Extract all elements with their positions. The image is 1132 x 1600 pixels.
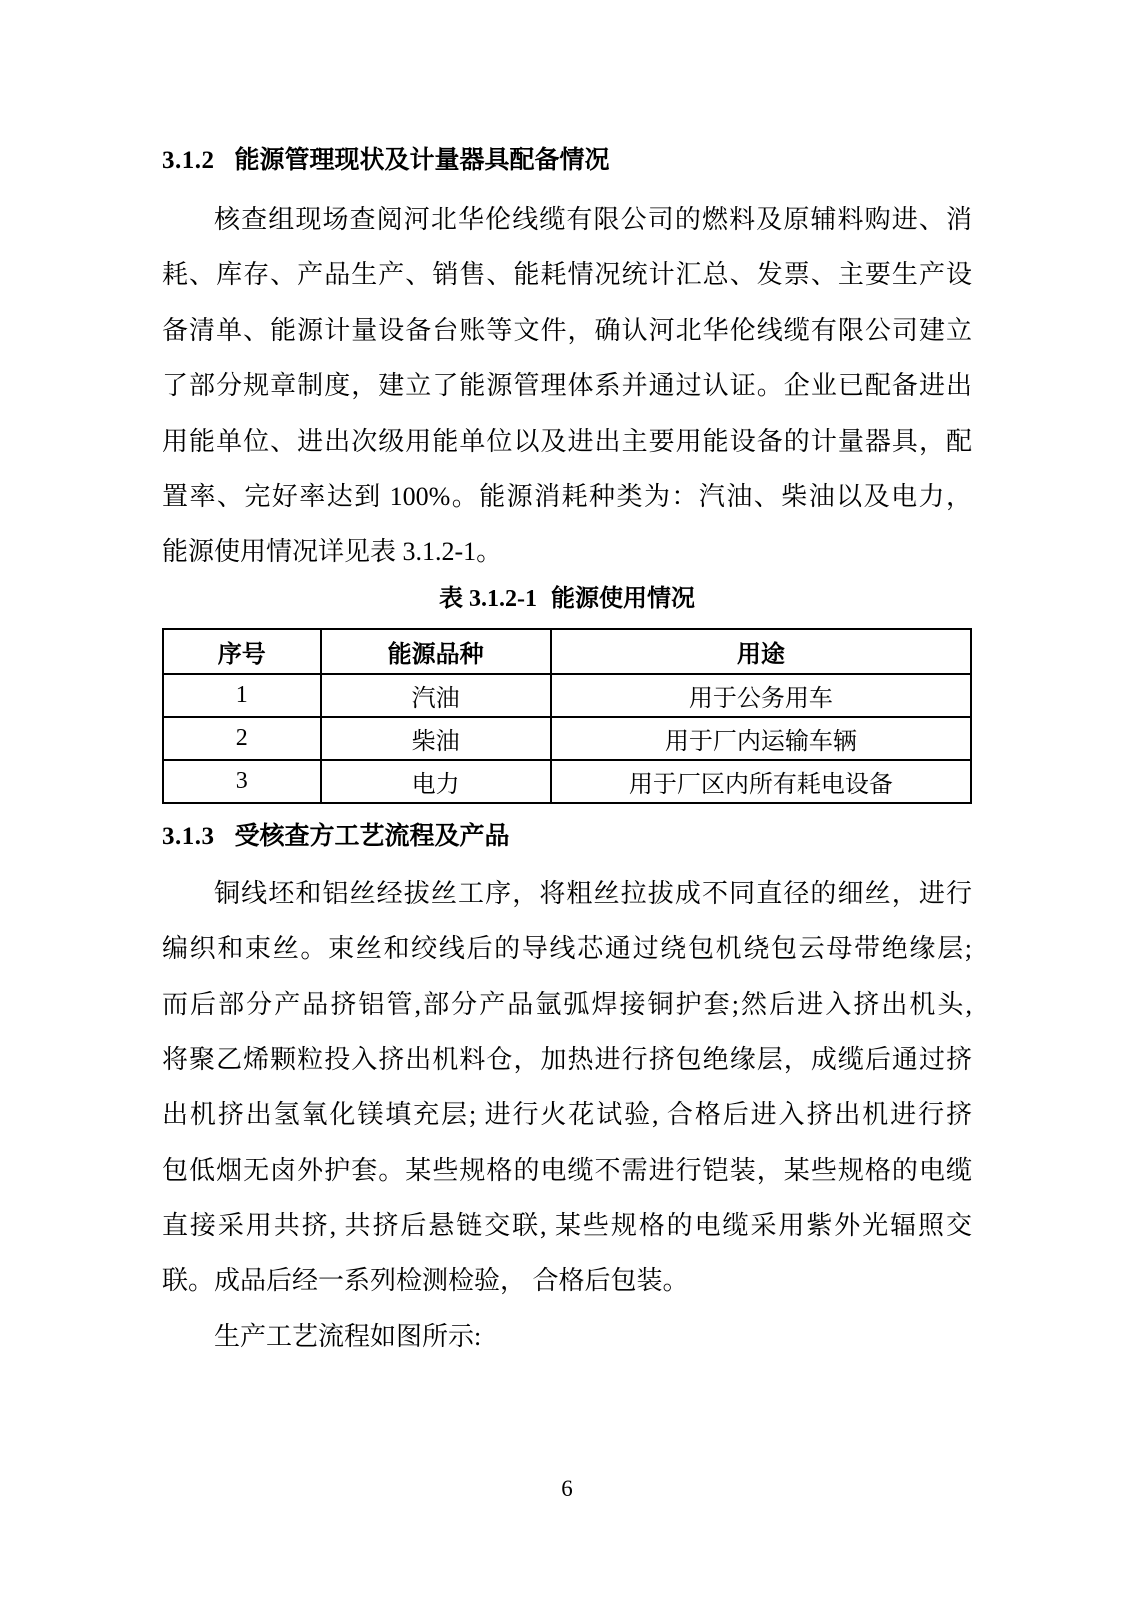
cell-usage: 用于厂区内所有耗电设备 bbox=[551, 760, 971, 803]
paragraph-line: 耗、库存、产品生产、销售、能耗情况统计汇总、发票、主要生产设 bbox=[162, 260, 972, 290]
paragraph-line: 编织和束丝。束丝和绞线后的导线芯通过绕包机绕包云母带绝缘层; bbox=[162, 934, 972, 964]
paragraph-line: 能源使用情况详见表 3.1.2-1。 bbox=[162, 537, 503, 567]
paragraph-energy-management bbox=[162, 192, 972, 580]
paragraph-line: 了部分规章制度，建立了能源管理体系并通过认证。企业已配备进出 bbox=[162, 371, 972, 401]
paragraph-line: 包低烟无卤外护套。某些规格的电缆不需进行铠装，某些规格的电缆 bbox=[162, 1155, 972, 1185]
table-header-use: 用途 bbox=[551, 629, 971, 674]
cell-seq: 3 bbox=[163, 760, 321, 803]
paragraph-line: 而后部分产品挤铝管,部分产品氩弧焊接铜护套;然后进入挤出机头, bbox=[162, 989, 972, 1019]
paragraph-closing-line: 生产工艺流程如图所示: bbox=[214, 1321, 482, 1351]
cell-energy-type: 柴油 bbox=[321, 717, 551, 760]
paragraph-line: 备清单、能源计量设备台账等文件，确认河北华伦线缆有限公司建立 bbox=[162, 315, 972, 345]
paragraph-line: 用能单位、进出次级用能单位以及进出主要用能设备的计量器具，配 bbox=[162, 426, 972, 456]
paragraph-line: 核查组现场查阅河北华伦线缆有限公司的燃料及原辅料购进、消 bbox=[214, 205, 972, 234]
table-row bbox=[163, 717, 971, 760]
paragraph-line: 出机挤出氢氧化镁填充层; 进行火花试验, 合格后进入挤出机进行挤 bbox=[162, 1100, 972, 1130]
document-content bbox=[162, 142, 972, 1502]
energy-use-table bbox=[162, 628, 972, 804]
cell-usage: 用于公务用车 bbox=[551, 674, 971, 717]
section-number: 3.1.3 bbox=[162, 822, 215, 850]
table-row bbox=[163, 674, 971, 717]
table-caption bbox=[162, 582, 972, 616]
paragraph-line: 将聚乙烯颗粒投入挤出机料仓，加热进行挤包绝缘层，成缆后通过挤 bbox=[162, 1044, 972, 1074]
cell-seq: 2 bbox=[163, 717, 321, 760]
table-row bbox=[163, 760, 971, 803]
section-number: 3.1.2 bbox=[162, 147, 215, 174]
paragraph-line: 铜线坯和铝丝经拔丝工序，将粗丝拉拔成不同直径的细丝，进行 bbox=[214, 878, 972, 908]
section-title: 能源管理现状及计量器具配备情况 bbox=[234, 147, 610, 174]
section-heading-3-1-2 bbox=[162, 142, 972, 180]
section-title: 受核查方工艺流程及产品 bbox=[234, 822, 510, 850]
table-header-seq: 序号 bbox=[163, 629, 321, 674]
page-number: 6 bbox=[561, 1476, 573, 1502]
cell-energy-type: 汽油 bbox=[321, 674, 551, 717]
table-header-row bbox=[163, 629, 971, 674]
cell-seq: 1 bbox=[163, 674, 321, 717]
paragraph-line: 置率、完好率达到 100%。能源消耗种类为：汽油、柴油以及电力， bbox=[162, 481, 972, 511]
paragraph-line: 联。成品后经一系列检测检验， 合格后包装。 bbox=[162, 1266, 689, 1296]
paragraph-process-flow bbox=[162, 866, 972, 1365]
table-header-type: 能源品种 bbox=[321, 629, 551, 674]
cell-energy-type: 电力 bbox=[321, 760, 551, 803]
cell-usage: 用于厂内运输车辆 bbox=[551, 717, 971, 760]
paragraph-line: 直接采用共挤, 共挤后悬链交联, 某些规格的电缆采用紫外光辐照交 bbox=[162, 1211, 972, 1241]
table-caption-title: 能源使用情况 bbox=[551, 585, 695, 612]
section-heading-3-1-3 bbox=[162, 818, 972, 856]
table-caption-label: 表 3.1.2-1 bbox=[439, 585, 537, 612]
